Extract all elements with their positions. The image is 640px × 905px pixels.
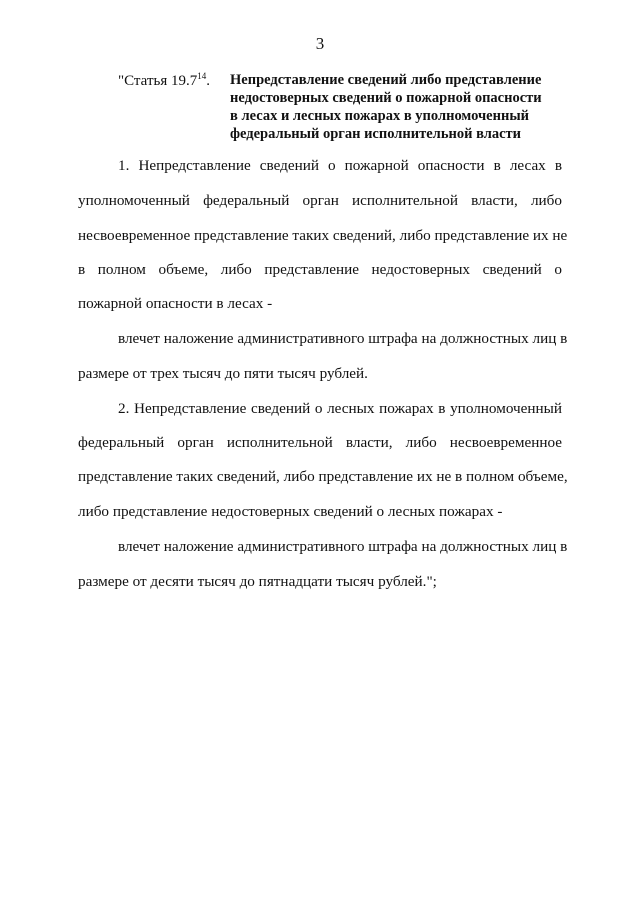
body-line: в полном объеме, либо представление недостоверных сведений о xyxy=(78,261,562,278)
body-line: несвоевременное представление таких сведений, либо представление их не xyxy=(78,227,568,244)
article-label-tail: . xyxy=(206,73,210,89)
page-number: 3 xyxy=(315,34,325,53)
article-title xyxy=(230,71,560,143)
body-line: либо представление недостоверных сведений о лесных пожарах - xyxy=(78,503,503,520)
body-line: пожарной опасности в лесах - xyxy=(78,295,273,312)
article-label-superscript: 14 xyxy=(197,71,207,81)
body-line: представление таких сведений, либо представление их не в полном объеме, xyxy=(78,468,568,485)
body-line: 2. Непредставление сведений о лесных пожарах в уполномоченный xyxy=(118,400,562,417)
body-line: размере от трех тысяч до пяти тысяч рублей. xyxy=(78,365,368,382)
article-title-line: федеральный орган исполнительной власти xyxy=(230,126,522,142)
article-label xyxy=(118,71,210,90)
article-title-line: в лесах и лесных пожарах в уполномоченный xyxy=(230,108,529,124)
article-label-text: "Статья 19.7 xyxy=(118,73,198,89)
body-line: федеральный орган исполнительной власти, либо несвоевременное xyxy=(78,434,562,451)
body-line: 1. Непредставление сведений о пожарной опасности в лесах в xyxy=(118,157,562,174)
body-line: влечет наложение административного штрафа на должностных лиц в xyxy=(118,330,568,347)
article-header xyxy=(118,71,558,141)
article-title-line: недостоверных сведений о пожарной опасности xyxy=(230,90,542,106)
body-line: влечет наложение административного штрафа на должностных лиц в xyxy=(118,538,568,555)
body-line: размере от десяти тысяч до пятнадцати тысяч рублей."; xyxy=(78,573,437,590)
article-title-line: Непредставление сведений либо представление xyxy=(230,72,542,88)
body-line: уполномоченный федеральный орган исполнительной власти, либо xyxy=(78,192,562,209)
